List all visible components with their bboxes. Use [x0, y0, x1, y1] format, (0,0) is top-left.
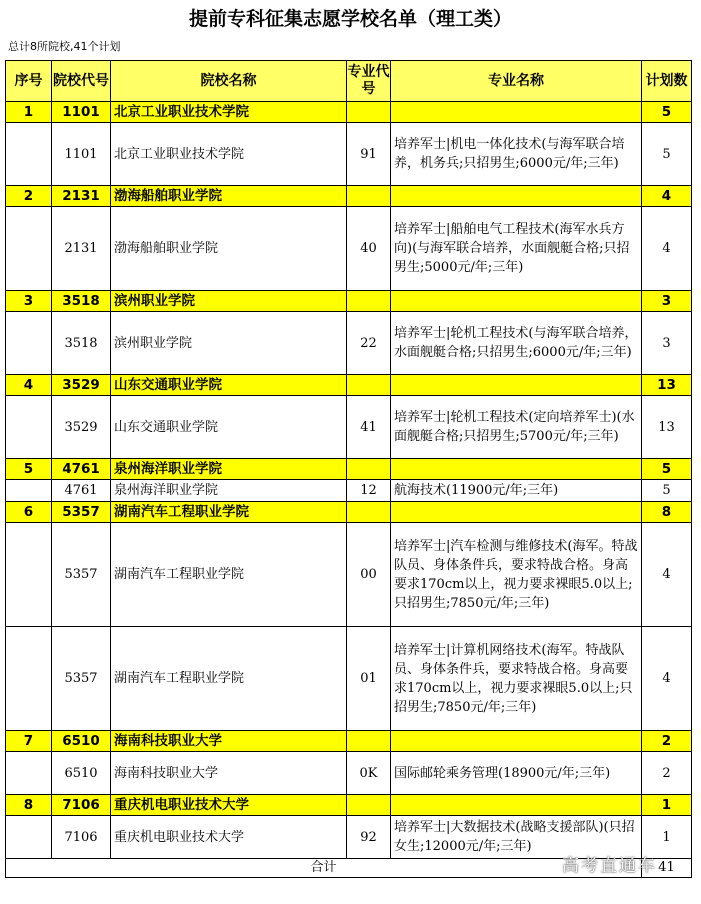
school-major-name-empty	[391, 186, 642, 207]
school-seq: 4	[6, 375, 52, 396]
major-school-code: 5357	[52, 627, 111, 731]
school-plan: 3	[642, 291, 692, 312]
major-plan: 4	[642, 523, 692, 627]
school-name: 滨州职业学院	[111, 291, 347, 312]
school-name: 泉州海洋职业学院	[111, 459, 347, 480]
major-plan: 5	[642, 123, 692, 186]
school-major-code-empty	[347, 375, 391, 396]
major-code: 91	[347, 123, 391, 186]
major-seq-empty	[6, 396, 52, 459]
major-school-name: 海南科技职业大学	[111, 752, 347, 795]
header-school-code: 院校代号	[52, 61, 111, 102]
major-school-code: 4761	[52, 480, 111, 502]
school-major-name-empty	[391, 731, 642, 752]
major-school-name: 湖南汽车工程职业学院	[111, 523, 347, 627]
major-name: 培养军士|船舶电气工程技术(海军水兵方向)(与海军联合培养，水面舰艇合格;只招男生;5000元/年;三年)	[391, 207, 642, 291]
major-row	[6, 312, 692, 375]
major-seq-empty	[6, 480, 52, 502]
school-seq: 6	[6, 502, 52, 523]
major-school-code: 7106	[52, 816, 111, 859]
watermark-text: 高考直通车	[562, 856, 657, 876]
school-major-code-empty	[347, 291, 391, 312]
major-school-name: 滨州职业学院	[111, 312, 347, 375]
header-major-name: 专业名称	[391, 61, 642, 102]
school-name: 渤海船舶职业学院	[111, 186, 347, 207]
header-major-code: 专业代号	[347, 61, 391, 102]
school-code: 3529	[52, 375, 111, 396]
school-row	[6, 291, 692, 312]
major-school-code: 1101	[52, 123, 111, 186]
major-plan: 4	[642, 627, 692, 731]
header-plan: 计划数	[642, 61, 692, 102]
table-header-row	[6, 61, 692, 102]
school-major-name-empty	[391, 502, 642, 523]
school-seq: 8	[6, 795, 52, 816]
major-school-code: 2131	[52, 207, 111, 291]
header-seq: 序号	[6, 61, 52, 102]
summary-text: 总计8所院校,41个计划	[8, 40, 121, 53]
major-row	[6, 207, 692, 291]
school-major-name-empty	[391, 291, 642, 312]
major-school-name: 泉州海洋职业学院	[111, 480, 347, 502]
school-row	[6, 375, 692, 396]
page-title: 提前专科征集志愿学校名单（理工类）	[188, 8, 512, 30]
major-code: 22	[347, 312, 391, 375]
major-plan: 5	[642, 480, 692, 502]
major-row	[6, 627, 692, 731]
major-plan: 13	[642, 396, 692, 459]
major-code: 92	[347, 816, 391, 859]
school-plan: 5	[642, 459, 692, 480]
total-plan: 41	[642, 859, 692, 878]
school-row	[6, 731, 692, 752]
major-school-code: 3529	[52, 396, 111, 459]
major-name: 培养军士|汽车检测与维修技术(海军。特战队员、身体条件兵，要求特战合格。身高要求170cm以上，视力要求裸眼5.0以上;只招男生;7850元/年;三年)	[391, 523, 642, 627]
major-row	[6, 523, 692, 627]
major-plan: 1	[642, 816, 692, 859]
major-school-name: 渤海船舶职业学院	[111, 207, 347, 291]
school-seq: 2	[6, 186, 52, 207]
major-name: 培养军士|计算机网络技术(海军。特战队员、身体条件兵，要求特战合格。身高要求170cm以上，视力要求裸眼5.0以上;只招男生;7850元/年;三年)	[391, 627, 642, 731]
major-school-name: 山东交通职业学院	[111, 396, 347, 459]
school-seq: 1	[6, 102, 52, 123]
major-code: 01	[347, 627, 391, 731]
school-major-name-empty	[391, 375, 642, 396]
school-major-name-empty	[391, 102, 642, 123]
major-school-code: 6510	[52, 752, 111, 795]
school-name: 山东交通职业学院	[111, 375, 347, 396]
major-code: 41	[347, 396, 391, 459]
major-code: 12	[347, 480, 391, 502]
major-name: 国际邮轮乘务管理(18900元/年;三年)	[391, 752, 642, 795]
total-label: 合计	[6, 859, 642, 878]
school-row	[6, 459, 692, 480]
major-code: 40	[347, 207, 391, 291]
major-row	[6, 480, 692, 502]
major-code: 00	[347, 523, 391, 627]
school-row	[6, 502, 692, 523]
school-plan: 8	[642, 502, 692, 523]
major-seq-empty	[6, 123, 52, 186]
school-row	[6, 795, 692, 816]
school-seq: 7	[6, 731, 52, 752]
major-seq-empty	[6, 816, 52, 859]
major-plan: 2	[642, 752, 692, 795]
major-row	[6, 752, 692, 795]
school-name: 海南科技职业大学	[111, 731, 347, 752]
major-seq-empty	[6, 207, 52, 291]
school-major-code-empty	[347, 186, 391, 207]
school-major-code-empty	[347, 731, 391, 752]
school-code: 1101	[52, 102, 111, 123]
major-seq-empty	[6, 523, 52, 627]
school-code: 3518	[52, 291, 111, 312]
school-major-code-empty	[347, 795, 391, 816]
major-school-code: 5357	[52, 523, 111, 627]
major-name: 培养军士|机电一体化技术(与海军联合培养，机务兵;只招男生;6000元/年;三年)	[391, 123, 642, 186]
major-seq-empty	[6, 627, 52, 731]
school-code: 4761	[52, 459, 111, 480]
school-name: 重庆机电职业技术大学	[111, 795, 347, 816]
school-list-table	[5, 60, 692, 878]
major-school-name: 重庆机电职业技术大学	[111, 816, 347, 859]
school-plan: 5	[642, 102, 692, 123]
school-seq: 5	[6, 459, 52, 480]
school-major-code-empty	[347, 459, 391, 480]
school-code: 5357	[52, 502, 111, 523]
major-seq-empty	[6, 752, 52, 795]
school-seq: 3	[6, 291, 52, 312]
major-code: 0K	[347, 752, 391, 795]
school-plan: 13	[642, 375, 692, 396]
major-school-name: 北京工业职业技术学院	[111, 123, 347, 186]
school-major-code-empty	[347, 102, 391, 123]
major-row	[6, 396, 692, 459]
school-name: 北京工业职业技术学院	[111, 102, 347, 123]
school-major-code-empty	[347, 502, 391, 523]
header-school-name: 院校名称	[111, 61, 347, 102]
major-name: 培养军士|轮机工程技术(与海军联合培养，水面舰艇合格;只招男生;6000元/年;三年)	[391, 312, 642, 375]
major-plan: 4	[642, 207, 692, 291]
major-name: 航海技术(11900元/年;三年)	[391, 480, 642, 502]
major-plan: 3	[642, 312, 692, 375]
school-plan: 1	[642, 795, 692, 816]
major-seq-empty	[6, 312, 52, 375]
school-row	[6, 186, 692, 207]
school-code: 7106	[52, 795, 111, 816]
major-name: 培养军士|轮机工程技术(定向培养军士)(水面舰艇合格;只招男生;5700元/年;三年)	[391, 396, 642, 459]
major-row	[6, 123, 692, 186]
school-row	[6, 102, 692, 123]
major-school-name: 湖南汽车工程职业学院	[111, 627, 347, 731]
major-name: 培养军士|大数据技术(战略支援部队)(只招女生;12000元/年;三年)	[391, 816, 642, 859]
school-name: 湖南汽车工程职业学院	[111, 502, 347, 523]
school-code: 2131	[52, 186, 111, 207]
school-plan: 4	[642, 186, 692, 207]
school-major-name-empty	[391, 795, 642, 816]
major-school-code: 3518	[52, 312, 111, 375]
school-plan: 2	[642, 731, 692, 752]
school-major-name-empty	[391, 459, 642, 480]
school-code: 6510	[52, 731, 111, 752]
